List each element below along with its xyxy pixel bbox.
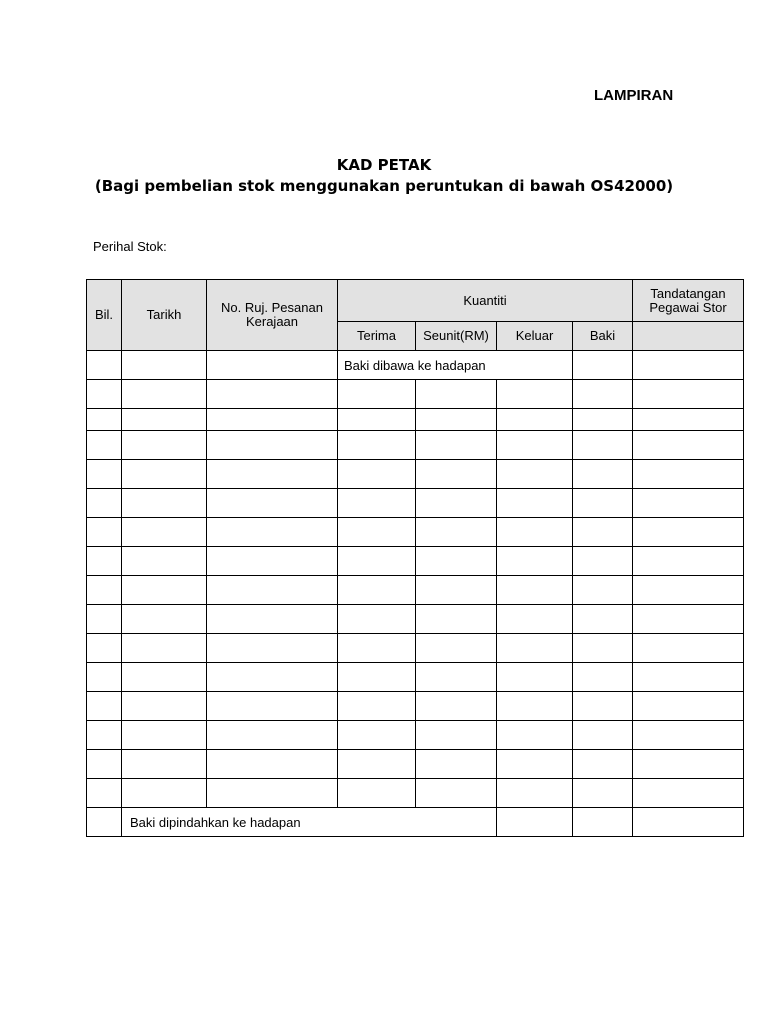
table-cell[interactable] [122,460,207,489]
table-row [87,779,744,808]
table-cell[interactable] [633,431,744,460]
table-cell[interactable] [87,431,122,460]
table-cell[interactable] [87,692,122,721]
table-cell[interactable] [87,576,122,605]
table-cell[interactable] [122,547,207,576]
table-cell[interactable] [573,750,633,779]
table-row [87,518,744,547]
table-cell[interactable] [573,518,633,547]
table-cell[interactable] [497,409,573,431]
table-cell[interactable] [122,489,207,518]
table-cell[interactable] [633,750,744,779]
table-cell[interactable] [497,518,573,547]
table-cell[interactable] [122,518,207,547]
table-cell[interactable] [573,431,633,460]
table-cell[interactable] [207,605,338,634]
baki-dibawa-row [87,351,744,380]
table-cell[interactable] [633,576,744,605]
table-row [87,489,744,518]
table-cell[interactable] [573,605,633,634]
table-cell[interactable] [633,721,744,750]
table-cell[interactable] [573,692,633,721]
table-cell[interactable] [573,663,633,692]
table-cell[interactable] [416,750,497,779]
table-cell[interactable] [338,779,416,808]
table-cell[interactable] [207,576,338,605]
header-baki: Baki [573,322,633,351]
table-cell[interactable] [338,460,416,489]
table-cell[interactable] [87,380,122,409]
table-cell[interactable] [122,431,207,460]
table-cell[interactable] [416,634,497,663]
table-cell[interactable] [633,351,744,380]
table-cell[interactable] [207,663,338,692]
table-cell[interactable] [633,605,744,634]
perihal-stok-label: Perihal Stok: [93,239,167,254]
table-row [87,576,744,605]
table-cell[interactable] [416,663,497,692]
table-cell[interactable] [416,779,497,808]
table-cell[interactable] [87,808,122,837]
table-cell[interactable] [416,692,497,721]
table-cell[interactable] [122,576,207,605]
table-cell[interactable] [497,663,573,692]
baki-dipindahkan-row [87,808,744,837]
table-cell[interactable] [497,605,573,634]
table-cell[interactable] [87,460,122,489]
table-cell[interactable] [338,409,416,431]
table-cell[interactable] [633,779,744,808]
table-cell[interactable] [207,460,338,489]
table-cell[interactable] [573,351,633,380]
table-row [87,547,744,576]
table-cell[interactable] [633,634,744,663]
header-kuantiti: Kuantiti [338,280,633,322]
baki-dipindahkan-label: Baki dipindahkan ke hadapan [122,808,497,837]
document-subtitle: (Bagi pembelian stok menggunakan peruntukan di bawah OS42000) [94,177,674,195]
table-cell[interactable] [497,547,573,576]
table-cell[interactable] [122,605,207,634]
table-cell[interactable] [87,750,122,779]
baki-dibawa-label: Baki dibawa ke hadapan [338,351,573,380]
header-terima: Terima [338,322,416,351]
table-cell[interactable] [338,634,416,663]
table-cell[interactable] [207,634,338,663]
table-cell[interactable] [416,380,497,409]
table-cell[interactable] [416,431,497,460]
table-cell[interactable] [573,547,633,576]
table-cell[interactable] [633,380,744,409]
table-cell[interactable] [573,409,633,431]
table-cell[interactable] [87,721,122,750]
table-cell[interactable] [633,692,744,721]
table-cell[interactable] [497,721,573,750]
table-cell[interactable] [207,380,338,409]
table-cell[interactable] [87,351,122,380]
table-row [87,750,744,779]
document-title: KAD PETAK [336,156,432,174]
table-cell[interactable] [207,750,338,779]
table-cell[interactable] [633,547,744,576]
table-cell[interactable] [497,750,573,779]
table-cell[interactable] [87,518,122,547]
table-cell[interactable] [87,663,122,692]
header-keluar: Keluar [497,322,573,351]
table-cell[interactable] [87,489,122,518]
table-row [87,460,744,489]
header-row-main [87,280,744,322]
table-cell[interactable] [416,721,497,750]
kad-petak-table [86,279,744,837]
table-cell[interactable] [338,605,416,634]
table-row [87,634,744,663]
header-tandatangan: Tandatangan Pegawai Stor [633,280,744,322]
table-cell[interactable] [416,547,497,576]
table-cell[interactable] [497,808,573,837]
table-cell[interactable] [633,489,744,518]
table-cell[interactable] [416,460,497,489]
table-cell[interactable] [338,431,416,460]
header-bil: Bil. [87,280,122,351]
table-cell[interactable] [338,547,416,576]
table-row [87,409,744,431]
table-cell[interactable] [338,750,416,779]
table-cell[interactable] [338,692,416,721]
table-cell[interactable] [207,431,338,460]
table-row [87,721,744,750]
table-cell[interactable] [87,634,122,663]
table-cell[interactable] [416,605,497,634]
table-cell[interactable] [122,409,207,431]
table-cell[interactable] [497,634,573,663]
table-cell[interactable] [122,634,207,663]
header-tandatangan-blank [633,322,744,351]
table-cell[interactable] [573,779,633,808]
lampiran-label: LAMPIRAN [594,87,674,104]
header-seunit: Seunit(RM) [416,322,497,351]
table-cell[interactable] [122,380,207,409]
header-tarikh: Tarikh [122,280,207,351]
table-cell[interactable] [497,692,573,721]
table-cell[interactable] [207,351,338,380]
table-cell[interactable] [122,779,207,808]
table-cell[interactable] [573,634,633,663]
table-cell[interactable] [416,576,497,605]
table-cell[interactable] [416,409,497,431]
table-cell[interactable] [87,409,122,431]
table-cell[interactable] [633,460,744,489]
table-cell[interactable] [416,489,497,518]
table-cell[interactable] [633,409,744,431]
table-cell[interactable] [122,721,207,750]
table-cell[interactable] [207,409,338,431]
table-cell[interactable] [497,380,573,409]
table-cell[interactable] [122,750,207,779]
table-cell[interactable] [338,721,416,750]
table-cell[interactable] [497,779,573,808]
table-row [87,663,744,692]
table-cell[interactable] [122,692,207,721]
table-cell[interactable] [633,808,744,837]
table-row [87,431,744,460]
table-cell[interactable] [87,547,122,576]
table-cell[interactable] [338,489,416,518]
table-cell[interactable] [633,518,744,547]
table-cell[interactable] [338,518,416,547]
table-cell[interactable] [573,721,633,750]
header-no-ruj: No. Ruj. Pesanan Kerajaan [207,280,338,351]
table-cell[interactable] [207,721,338,750]
table-row [87,692,744,721]
table-cell[interactable] [87,779,122,808]
table-cell[interactable] [573,460,633,489]
table-cell[interactable] [207,518,338,547]
table-cell[interactable] [633,663,744,692]
table-cell[interactable] [497,489,573,518]
table-cell[interactable] [207,547,338,576]
table-cell[interactable] [416,518,497,547]
table-cell[interactable] [122,351,207,380]
table-cell[interactable] [497,576,573,605]
table-cell[interactable] [338,663,416,692]
table-cell[interactable] [573,576,633,605]
table-cell[interactable] [338,380,416,409]
table-cell[interactable] [497,431,573,460]
table-cell[interactable] [338,576,416,605]
table-cell[interactable] [573,489,633,518]
table-cell[interactable] [573,380,633,409]
table-row [87,605,744,634]
table-cell[interactable] [497,460,573,489]
table-cell[interactable] [207,779,338,808]
table-cell[interactable] [122,663,207,692]
table-cell[interactable] [87,605,122,634]
table-cell[interactable] [207,692,338,721]
table-cell[interactable] [207,489,338,518]
table-cell[interactable] [573,808,633,837]
table-row [87,380,744,409]
